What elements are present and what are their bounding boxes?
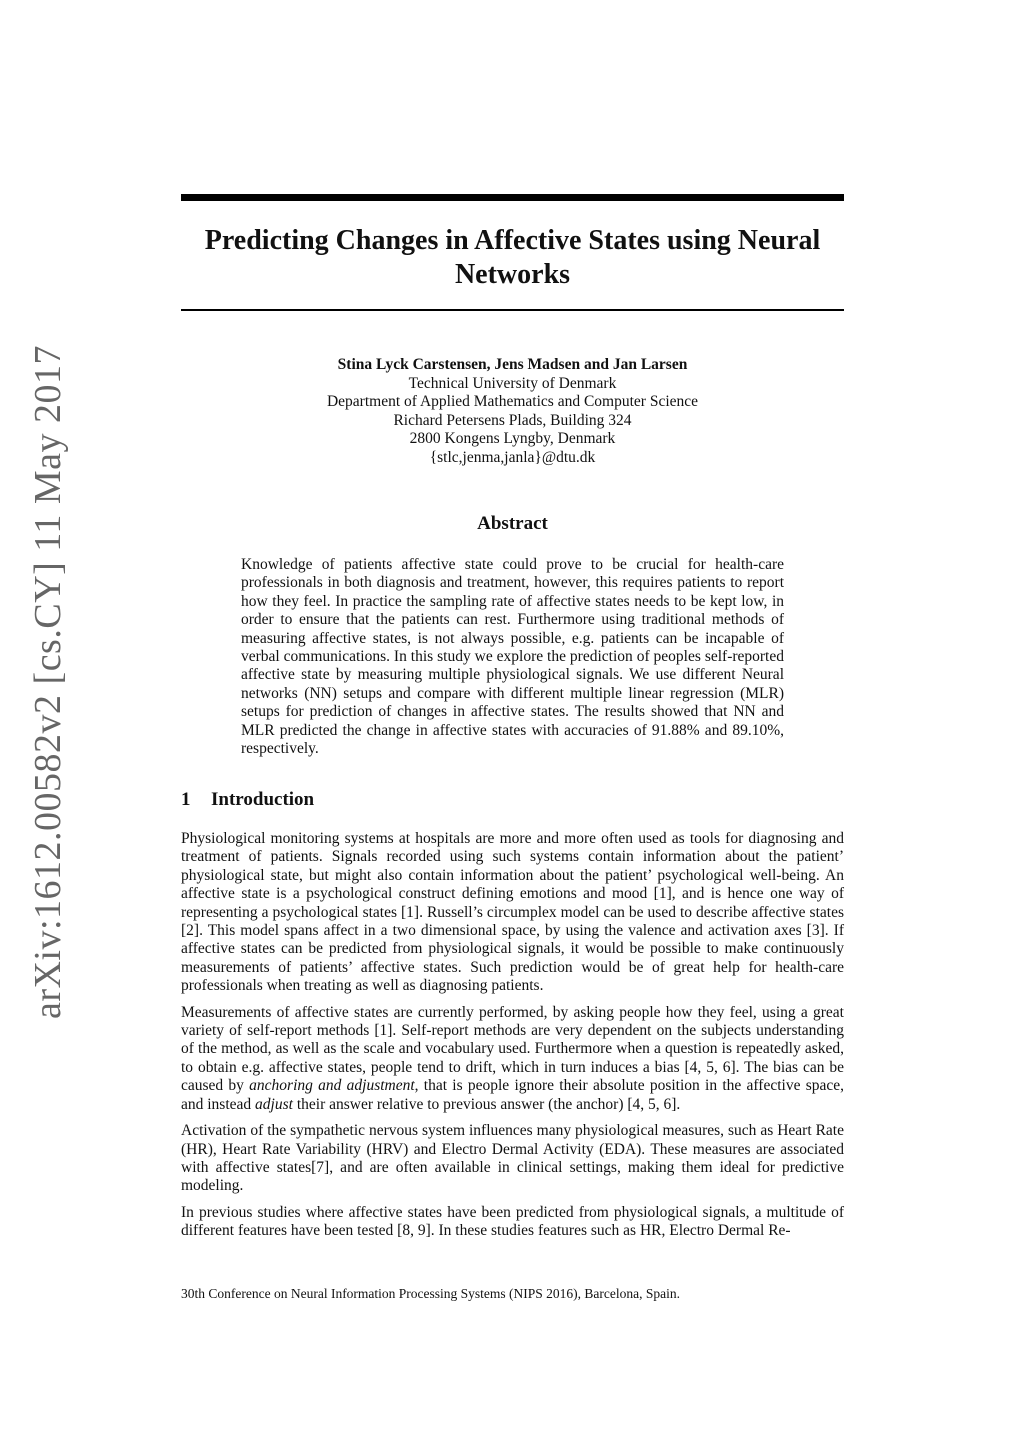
affiliation-department: Department of Applied Mathematics and Computer Science — [326, 393, 699, 410]
section-heading — [181, 789, 314, 811]
section-body — [181, 830, 844, 1249]
author-emails: {stlc,jenma,janla}@dtu.dk — [429, 448, 596, 466]
section-number: 1 — [181, 789, 191, 810]
paragraph-text: Measurements of affective states are currently performed, by asking people how they feel, using a great variety of self-report methods [1]. Self-report methods are very dependent on the subjects understanding of the method, as well as the scale and vocabulary used. Furthermore when a question is repeatedly asked, to obtain e.g. affective states, people tend to drift, which in turn induces a bias [4, 5, 6]. The bias can be caused by — [181, 1003, 844, 1095]
body-paragraph — [181, 1004, 844, 1114]
title-bottom-rule — [181, 309, 844, 311]
emphasis-adjust: adjust — [255, 1095, 293, 1113]
body-paragraph: Physiological monitoring systems at hospitals are more and more often used as tools for diagnosing and treatment of patients. Signals recorded using such systems contain information about the patient’ physiological state, but might also contain information about the patient’ psychological well-being. An affective state is a psychological construct defining emotions and mood [1], and is hence one way of representing a psychological states [1]. Russell’s circumplex model can be used to describe affective states [2]. This model spans affect in a two dimensional space, by using the valence and activation axes [3]. If affective states can be predicted from physiological signals, it would be possible to make continuously measurements of patients’ affective states. Such prediction would be of great help for health-care professionals when treating as well as diagnosing patients. — [181, 830, 844, 995]
affiliation-city: 2800 Kongens Lyngby, Denmark — [409, 430, 616, 447]
body-paragraph: Activation of the sympathetic nervous system influences many physiological measures, such as Heart Rate (HR), Heart Rate Variability (HRV) and Electro Dermal Activity (EDA). These measures are associated with affective states[7], and are often available in clinical settings, making them ideal for predictive modeling. — [181, 1122, 844, 1195]
paragraph-text: their answer relative to previous answer (the anchor) [4, 5, 6]. — [292, 1095, 681, 1113]
affiliation-street: Richard Petersens Plads, Building 324 — [393, 411, 632, 429]
author-block — [181, 356, 844, 467]
paper-title: Predicting Changes in Affective States using Neural Networks — [204, 225, 821, 290]
title-top-rule — [181, 194, 844, 201]
paragraph-text: , that is people ignore their absolute position in the affective space, and instead — [181, 1077, 845, 1113]
affiliation-university: Technical University of Denmark — [408, 374, 617, 392]
emphasis-anchoring: anchoring and adjustment — [249, 1077, 415, 1095]
section-title: Introduction — [211, 789, 315, 810]
abstract-text: Knowledge of patients affective state could prove to be crucial for health-care professionals in both diagnosis and treatment, however, this requires patients to report how they feel. In practice the sampling rate of affective states needs to be kept low, in order to ensure that the patients can rest. Furthermore using traditional methods of measuring affective states, is not always possible, e.g. patients can be incapable of verbal communications. In this study we explore the prediction of peoples self-reported affective state by measuring multiple physiological signals. We use different Neural networks (NN) setups and compare with different multiple linear regression (MLR) setups for prediction of changes in affective states. The results showed that NN and MLR predicted the change in affective states with accuracies of 91.88% and 89.10%, respectively. — [241, 556, 784, 758]
conference-footnote: 30th Conference on Neural Information Processing Systems (NIPS 2016), Barcelona, Spain. — [181, 1286, 681, 1301]
arxiv-identifier-stamp: arXiv:1612.00582v2 [cs.CY] 11 May 2017 — [27, 344, 69, 1020]
author-names: Stina Lyck Carstensen, Jens Madsen and Jan Larsen — [337, 356, 688, 373]
body-paragraph: In previous studies where affective states have been predicted from physiological signals, a multitude of different features have been tested [8, 9]. In these studies features such as HR, Electro Dermal Re- — [181, 1203, 844, 1240]
abstract-heading: Abstract — [477, 513, 548, 534]
